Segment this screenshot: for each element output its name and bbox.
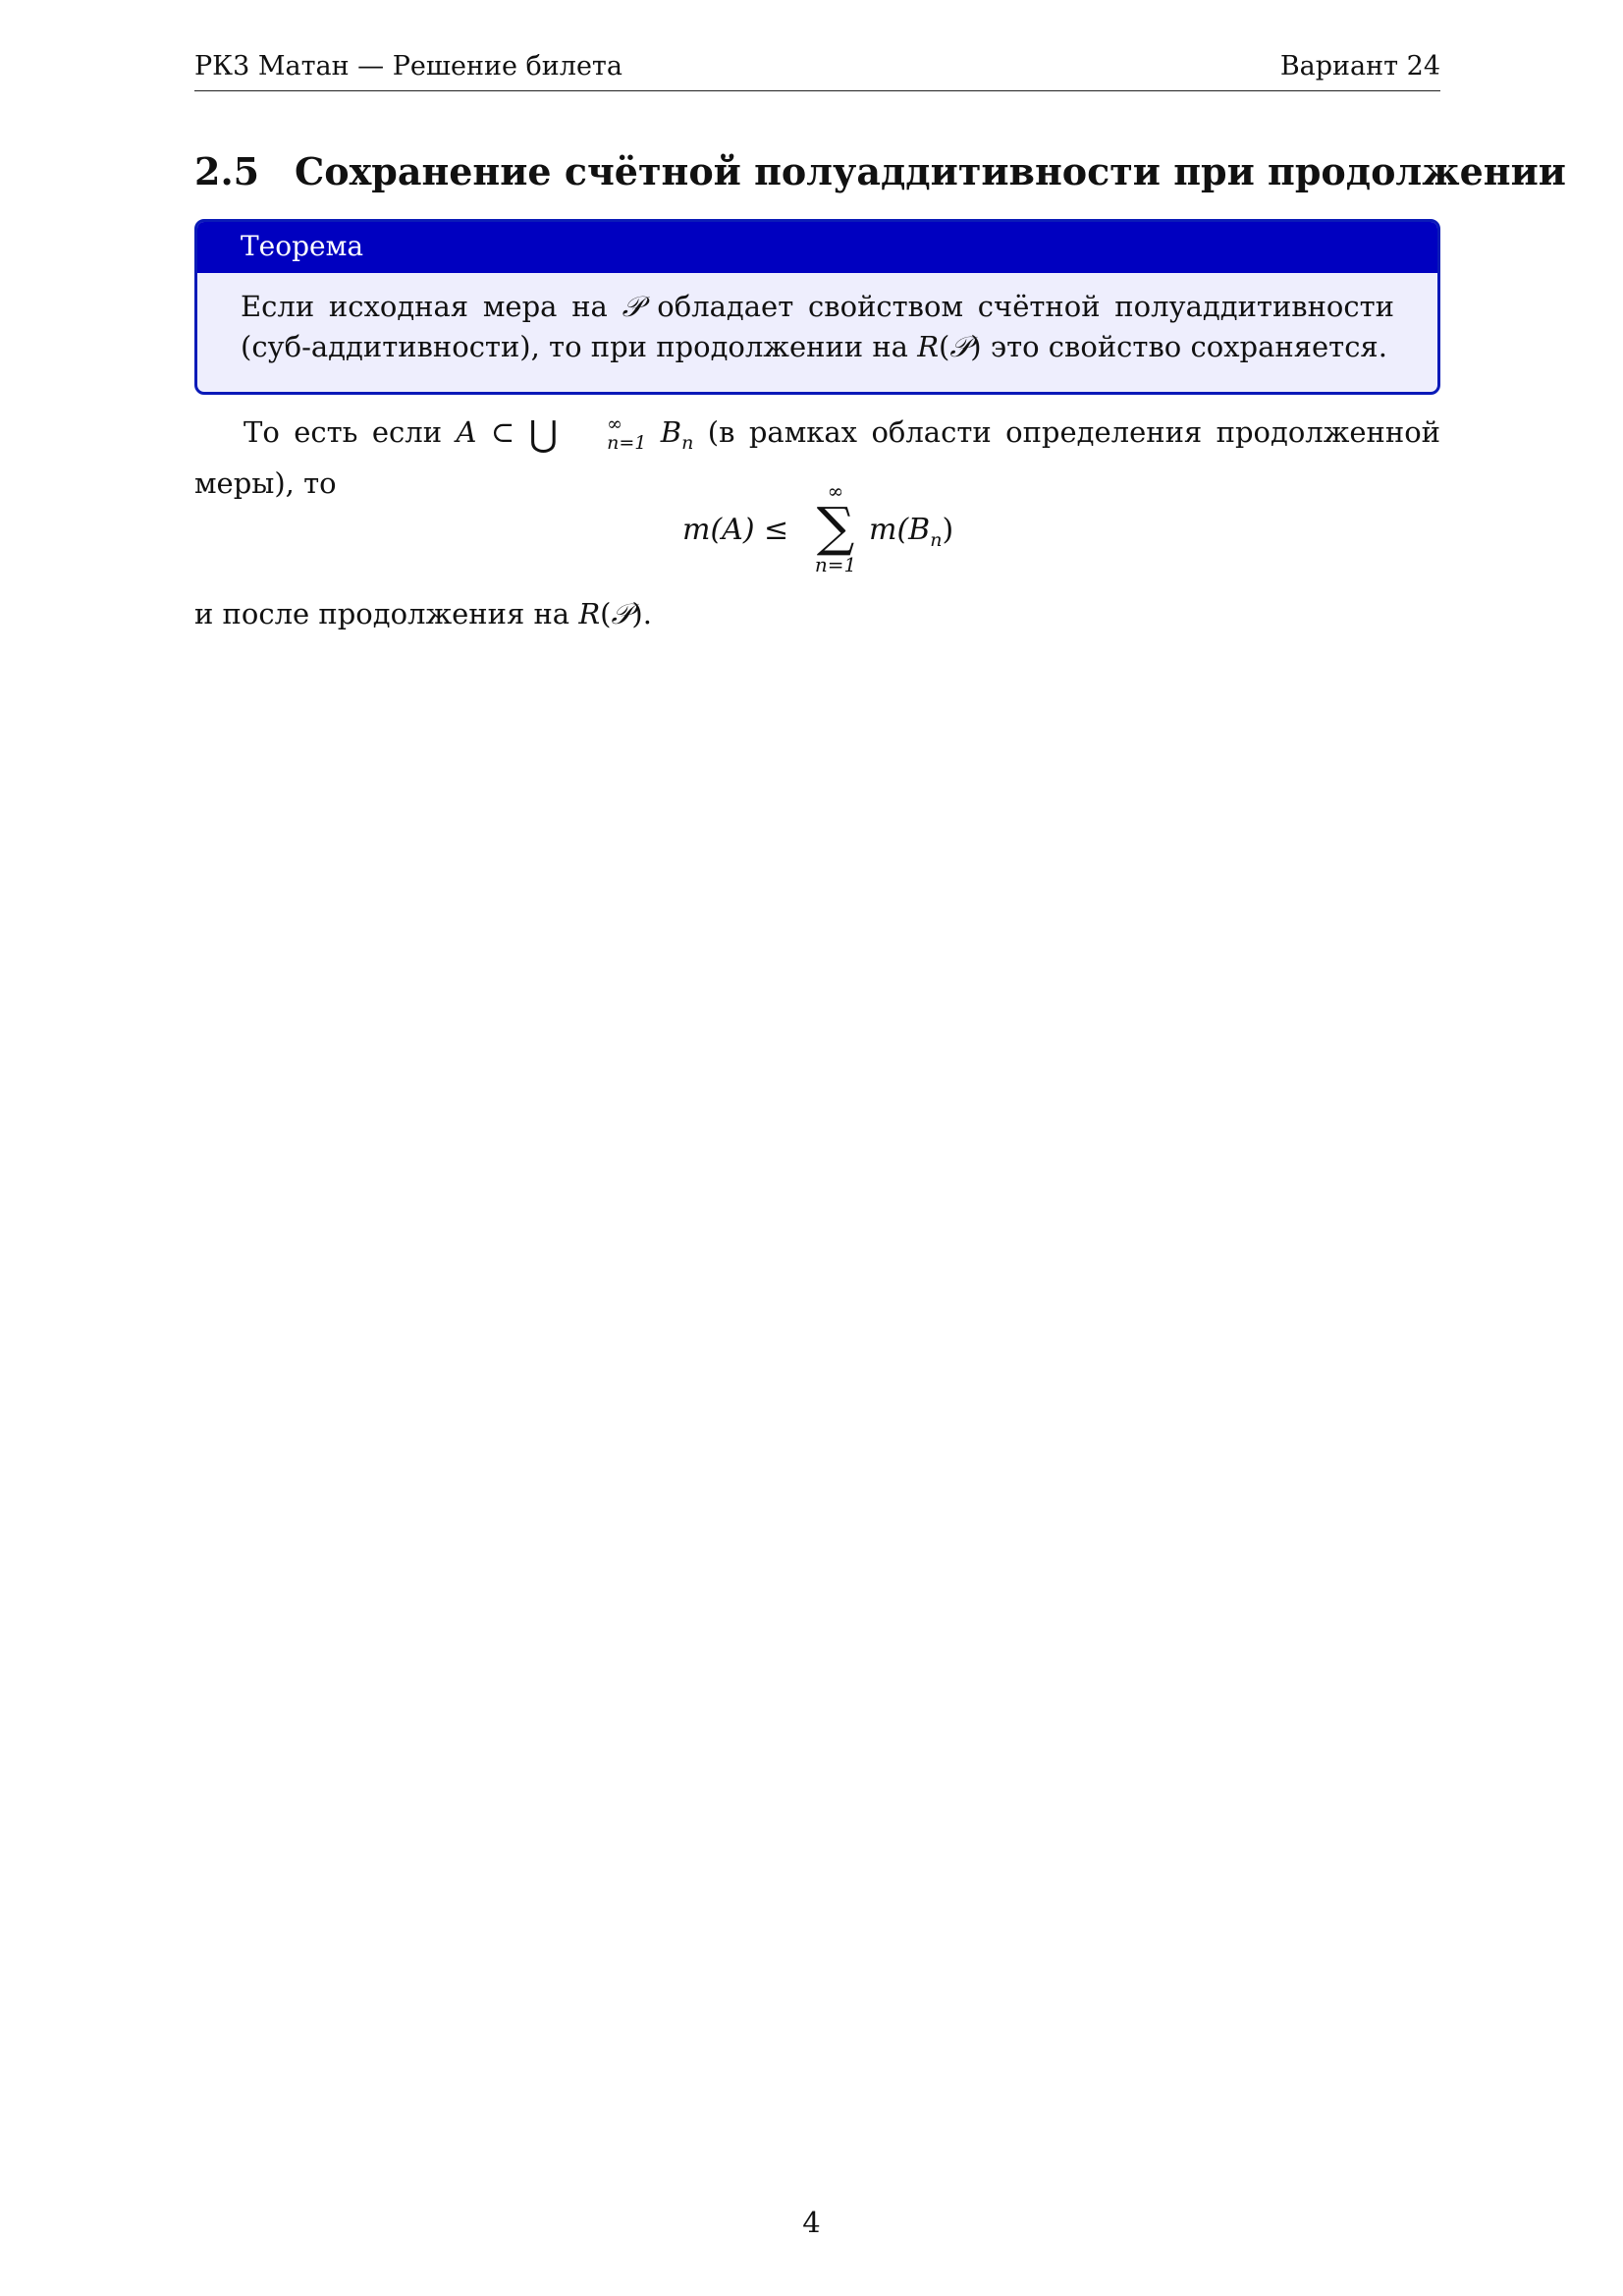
theorem-box [194,219,1440,395]
sum-symbol: ∑ [816,496,855,558]
math-P: 𝒫 [949,330,971,363]
header-variant: Вариант 24 [1279,51,1440,82]
formula-rhs-sub: n [930,529,943,551]
theorem-text-part: обладает свойством счётной полуаддитивности (суб-аддитивности), то при продолжении на [241,290,1394,363]
sum-upper: ∞ [827,479,844,503]
formula-rhs [869,513,953,551]
page-number: 4 [802,2206,821,2239]
math-subset: ⊂ [476,415,529,449]
section-heading [194,149,1566,193]
display-formula [0,481,1623,589]
running-header [194,51,1440,91]
section-number: 2.5 [194,149,260,193]
formula-lhs: m(A) ≤ [682,513,789,547]
formula-rhs-close: ) [942,513,954,547]
math-P: 𝒫 [622,290,643,323]
math-P: 𝒫 [611,597,632,630]
paragraph-text: . [642,597,652,630]
formula-rhs-m: m(B [869,513,931,547]
paragraph-conclusion: и после продолжения на R(𝒫). [194,597,652,630]
math-A: A [456,415,477,449]
math-B-sub: n [681,432,694,454]
theorem-text: Если исходная мера на 𝒫 обладает свойством счётной полуаддитивности (суб-аддитивности), то при продолжении на R(𝒫) это свойство сохраняется. [241,290,1394,363]
sum-lower: n=1 [814,553,857,576]
sum-operator [806,481,865,575]
union-limits [558,415,646,453]
theorem-text-part: Если исходная мера на [241,290,622,323]
header-title: РК3 Матан — Решение билета [194,51,622,82]
math-R: R [917,330,940,363]
union-lower: n=1 [607,432,647,454]
math-R: R [578,597,601,630]
section-title: Сохранение счётной полуаддитивности при продолжении [295,149,1566,193]
theorem-text-part: это свойство сохраняется. [981,330,1387,363]
union-symbol: ⋃ [528,414,559,455]
paragraph-text: и после продолжения на [194,597,579,630]
paragraph-text: (в рамках области определения продолженной меры), то [194,415,1440,500]
paragraph-text: То есть если [243,415,457,449]
union-upper: ∞ [607,413,622,435]
math-B: B [660,415,682,449]
theorem-label: Теорема [197,222,1437,273]
